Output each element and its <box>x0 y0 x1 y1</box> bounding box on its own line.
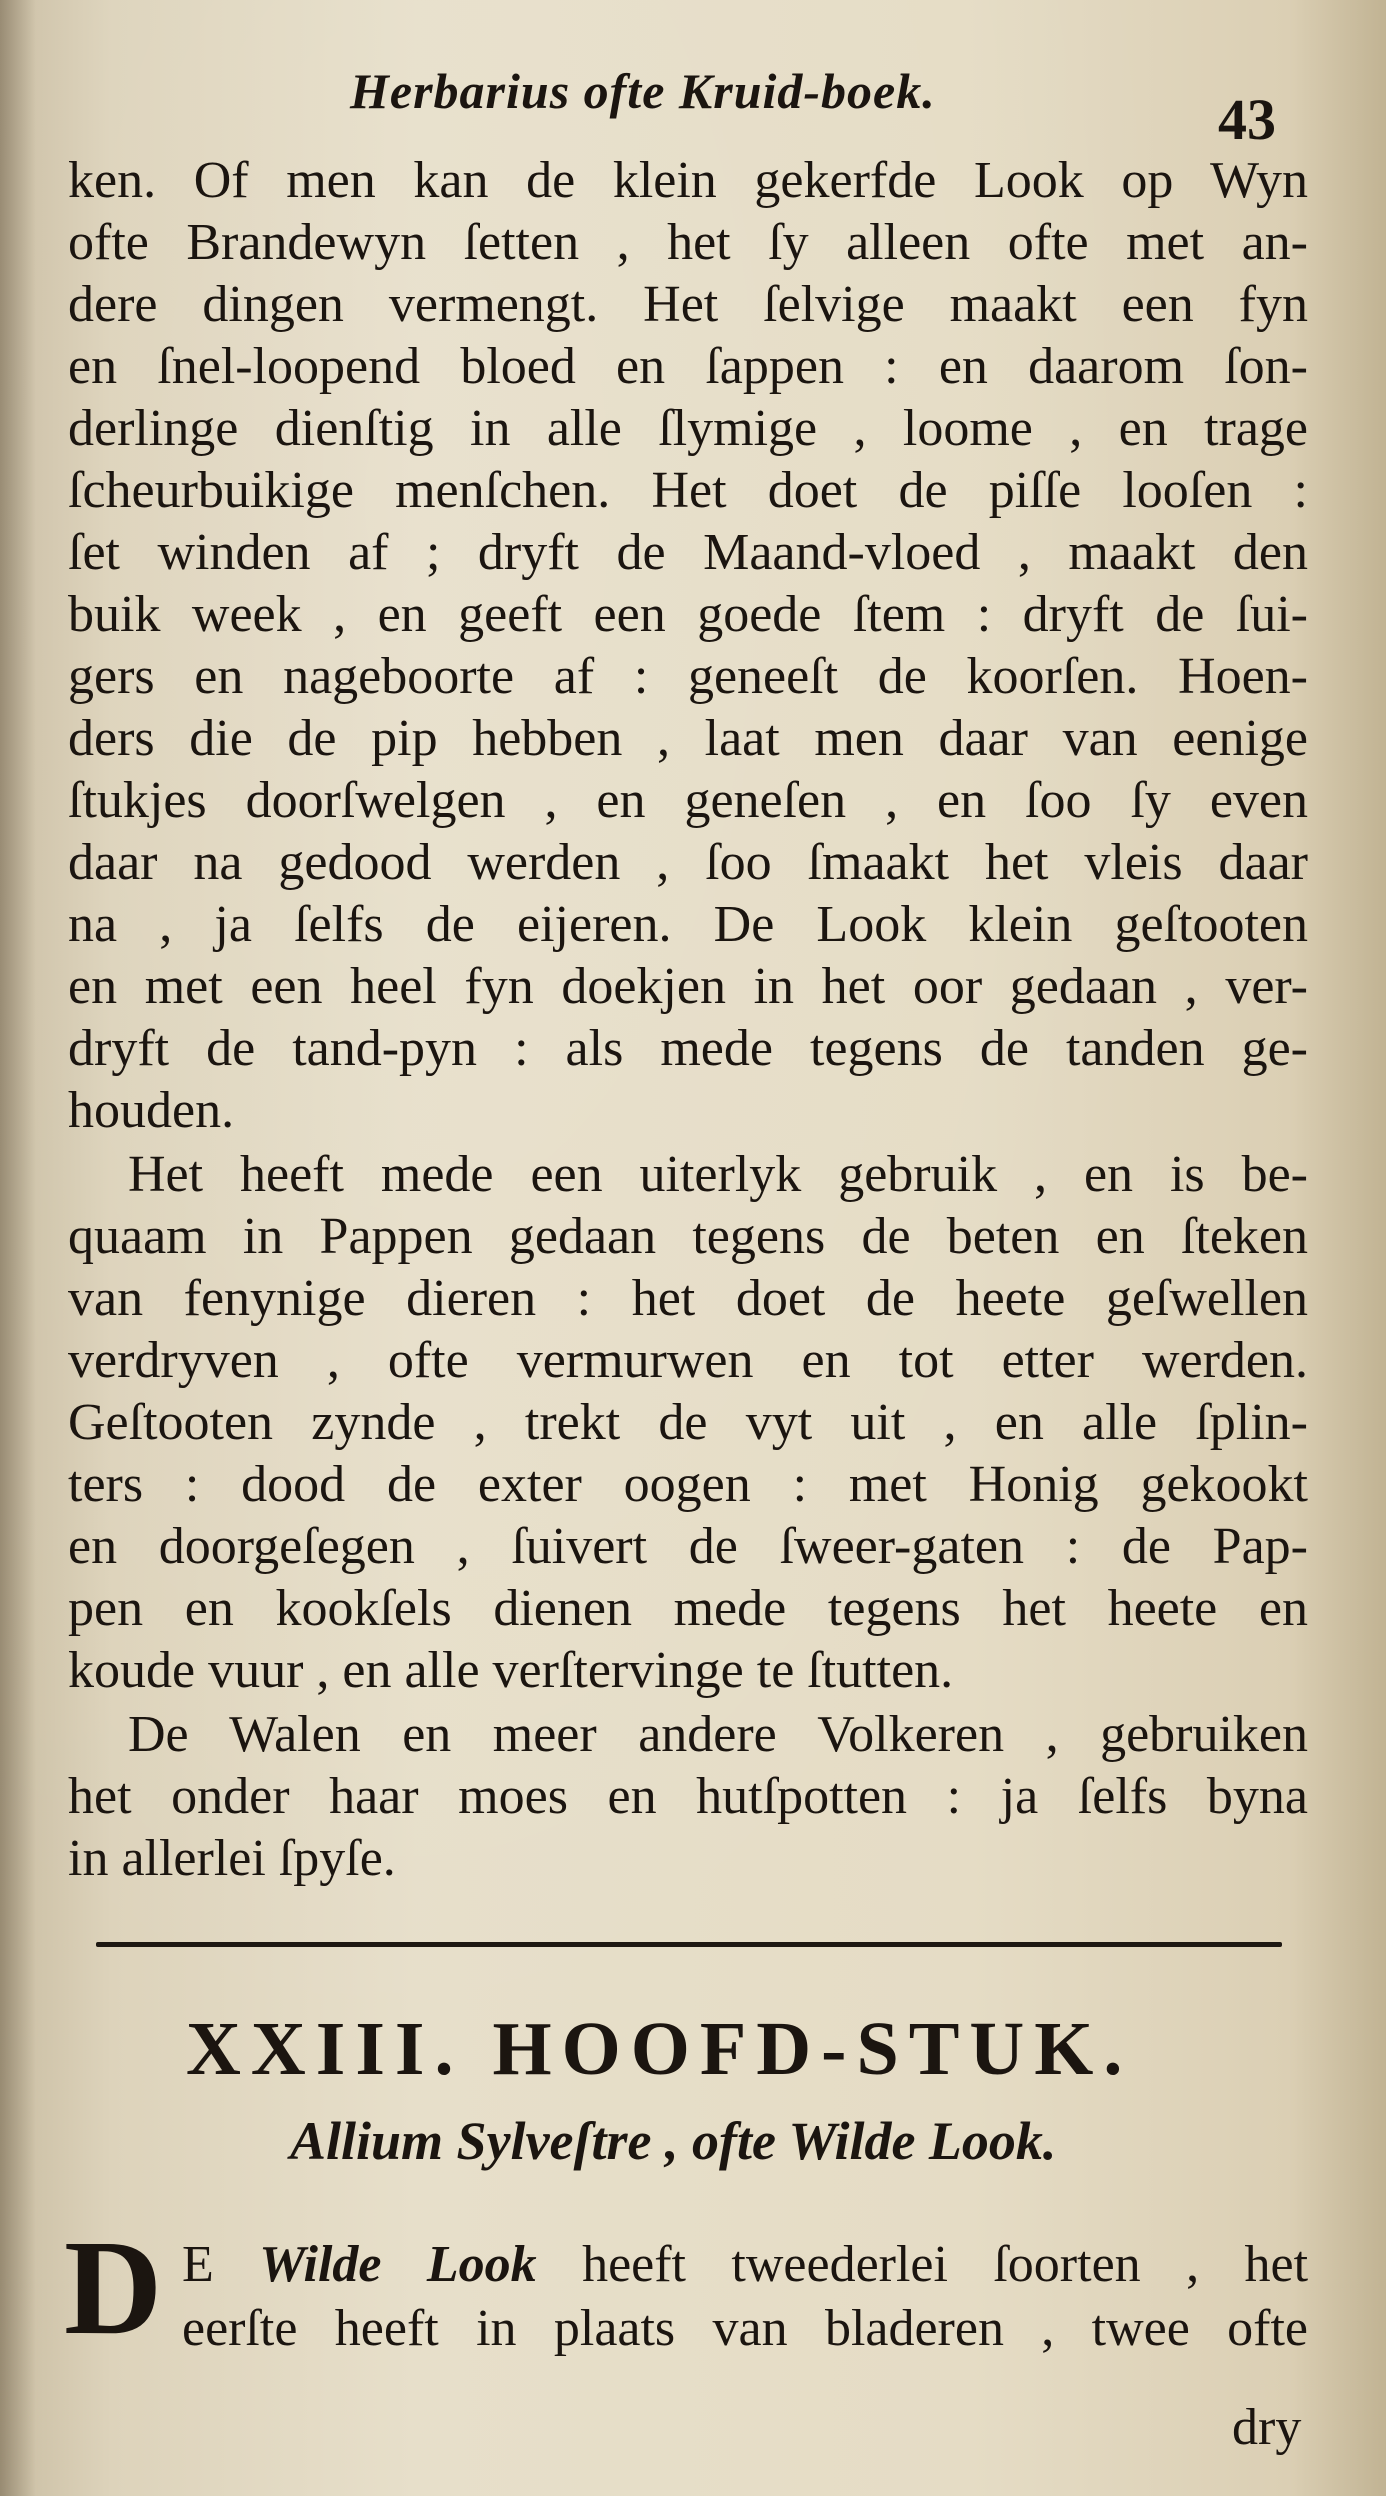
body-line: verdryven , ofte vermurwen en tot etter werden. <box>68 1332 1308 1389</box>
body-line: houden. <box>68 1082 235 1139</box>
page-number: 43 <box>1218 87 1276 152</box>
body-line: pen en kookſels dienen mede tegens het heete en <box>68 1580 1308 1637</box>
chapter-subtitle: Allium Sylveſtre , ofte Wilde Look. <box>290 2111 1057 2171</box>
body-line: ofte Brandewyn ſetten , het ſy alleen ofte met an- <box>68 214 1308 271</box>
opening-line-rest: heeft tweederlei ſoorten , het <box>582 2236 1309 2293</box>
body-line: in allerlei ſpyſe. <box>68 1830 396 1887</box>
body-line: ters : dood de exter oogen : met Honig gekookt <box>68 1456 1308 1513</box>
plant-name-term: Wilde Look <box>259 2236 537 2293</box>
body-line: en doorgeſegen , ſuivert de ſweer-gaten : de Pap- <box>68 1518 1308 1575</box>
chapter-heading: XXIII. HOOFD-STUK. <box>186 2007 1133 2091</box>
body-line: gers en nageboorte af : geneeſt de koorſen. Hoen- <box>68 648 1308 705</box>
body-line: ders die de pip hebben , laat men daar van eenige <box>68 710 1308 767</box>
body-line: en ſnel-loopend bloed en ſappen : en daarom ſon- <box>68 338 1308 395</box>
gutter-shadow <box>0 0 36 2496</box>
body-line: dere dingen vermengt. Het ſelvige maakt een fyn <box>68 276 1308 333</box>
body-line: buik week , en geeft een goede ſtem : dryft de ſui- <box>68 586 1308 643</box>
body-line: Geſtooten zynde , trekt de vyt uit , en alle ſplin- <box>68 1394 1308 1451</box>
paragraph-first-line: Het heeft mede een uiterlyk gebruik , en is be- <box>128 1146 1308 1203</box>
opening-line-start: E <box>182 2236 214 2293</box>
body-line: koude vuur , en alle verſtervinge te ſtutten. <box>68 1642 954 1699</box>
body-line: het onder haar moes en hutſpotten : ja ſelfs byna <box>68 1768 1308 1825</box>
catchword: dry <box>1232 2399 1302 2456</box>
body-line: na , ja ſelfs de eijeren. De Look klein geſtooten <box>68 896 1308 953</box>
body-line: ſtukjes doorſwelgen , en geneſen , en ſoo ſy even <box>68 772 1308 829</box>
body-line: quaam in Pappen gedaan tegens de beten en ſteken <box>68 1208 1308 1265</box>
body-line: daar na gedood werden , ſoo ſmaakt het vleis daar <box>68 834 1308 891</box>
drop-cap: D <box>64 2213 163 2363</box>
opening-line: eerſte heeft in plaats van bladeren , twee ofte <box>182 2300 1308 2357</box>
running-head: Herbarius ofte Kruid-boek. <box>350 63 936 119</box>
body-line: dryft de tand-pyn : als mede tegens de tanden ge- <box>68 1020 1308 1077</box>
body-line: ſcheurbuikige menſchen. Het doet de piſſe looſen : <box>68 462 1308 519</box>
section-divider <box>96 1942 1282 1947</box>
body-line: ken. Of men kan de klein gekerfde Look op Wyn <box>68 152 1308 209</box>
body-line: en met een heel fyn doekjen in het oor gedaan , ver- <box>68 958 1308 1015</box>
body-line: ſet winden af ; dryft de Maand-vloed , maakt den <box>68 524 1308 581</box>
body-line: van fenynige dieren : het doet de heete geſwellen <box>68 1270 1308 1327</box>
page-header <box>0 62 1386 152</box>
paragraph-first-line: De Walen en meer andere Volkeren , gebruiken <box>128 1706 1308 1763</box>
body-line: derlinge dienſtig in alle ſlymige , loome , en trage <box>68 400 1308 457</box>
opening-line <box>182 2234 1308 2296</box>
